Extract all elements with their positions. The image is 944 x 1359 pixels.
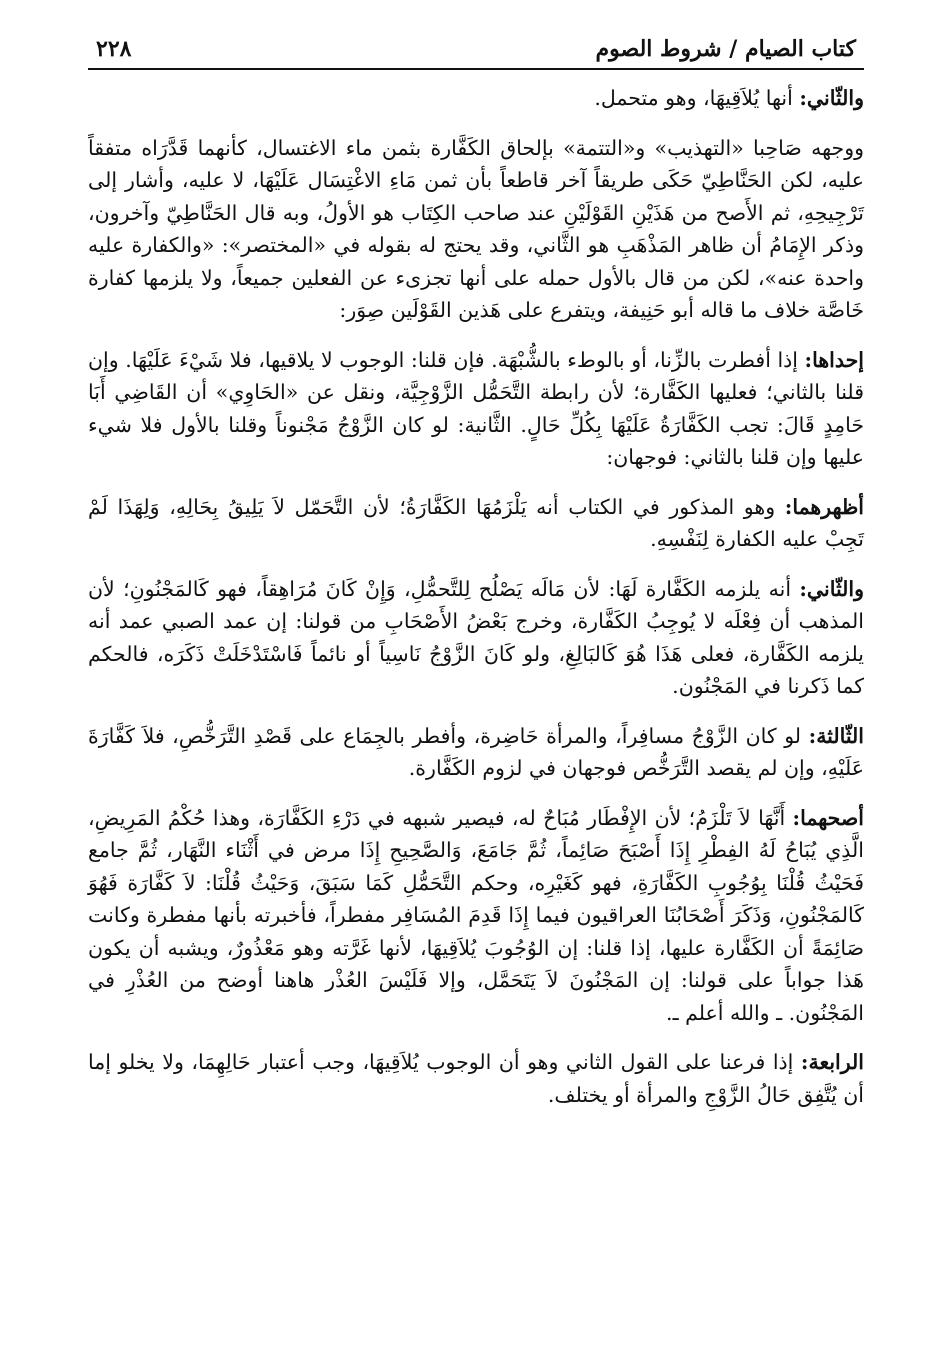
- paragraph-3: [88, 344, 864, 474]
- paragraph-2: [88, 132, 864, 327]
- page-header: [88, 36, 864, 70]
- paragraph-8: [88, 1046, 864, 1111]
- paragraph-4: [88, 491, 864, 556]
- paragraph-5: [88, 573, 864, 703]
- paragraph-lead: والثّاني:: [799, 86, 864, 110]
- paragraph-lead: أظهرهما:: [784, 494, 864, 519]
- page-number: ٢٢٨: [96, 36, 132, 62]
- paragraph-text: ووجهه صَاحِبا «التهذيب» و«التتمة» بإلحاق الكَفَّارة بثمن ماء الاغتسال، كأنهما قَدَّرَاه متفقاً عليه، لكن الحَنَّاطِيّ حَكَى طريقاً آخر قاطعاً بأن ثمن مَاءِ الاغْتِسَال عَلَيْهَا، لا عليه، وأشار إلى تَرْجِيحِهِ، ثم الأَصح من هَذَيْنِ القَوْلَيْنِ عند صاحب الكِتَاب هو الأولُ، وبه قال الحَنَّاطِيّ وآخرون، وذكر الإِمَامُ أن ظاهر المَذْهَبِ هو الثَّاني، وقد يحتج له بقوله في «المختصر»: «والكفارة عليه واحدة عنه»، لكن من قال بالأول حمله على أنها تجزىء عن الفعلين جميعاً، ولا يلزمها كفارة خَاصَّة خلاف ما قاله أبو حَنِيفة، ويتفرع على هَذين القَوْلَين صِوَر:: [88, 135, 864, 322]
- paragraph-text: لو كان الزَّوْجُ مسافِراً، والمرأة حَاضِرة، وأفطر بالجِمَاع على قَصْدِ التَّرَخُّصِ، فلاَ كَفَّارَةَ عَلَيْهِ، وإن لم يقصد التَّرَخُّص فوجهان في لزوم الكَفَّارة.: [88, 723, 864, 780]
- paragraph-6: [88, 720, 864, 785]
- paragraph-lead: الرابعة:: [800, 1050, 864, 1074]
- paragraph-text: وهو المذكور في الكتاب أنه يَلْزَمُهَا الكَفَّارَةُ؛ لأن التَّحَمّل لاَ يَلِيقُ بِحَالِهِ، وَلِهَذَا لَمْ تَجِبْ عليه الكفارة لِنَفْسِهِ.: [88, 494, 864, 551]
- paragraph-lead: الثّالثة:: [808, 723, 864, 748]
- paragraph-text: أَنَّهَا لاَ تَلْزَمُ؛ لأن الإِفْطَار مُبَاحٌ له، فيصير شبهه في دَرْءِ الكَفَّارَة، وهذا حُكْمُ المَرِيضِ، الَّذِي يُبَاحُ لَهُ الفِطْرِ إِذَا أَصْبَحَ صَائِماً، ثُمَّ جَامَعَ، وَالصَّحِيحِ إِذَا مرض في أَثْنَاء النَّهَار، ثُمَّ جامع فَحَيْثُ قُلْنَا بِوُجُوبِ الكَفَّارَةِ، فهو كَغَيْرِه، وحكم التَّحَمُّلِ كَمَا سَبَقَ، وَحَيْثُ قُلْنَا: لاَ كَفَّارَة فَهُوَ كَالمَجْنُونِ، وَذَكَرَ أَصْحَابُنَا العراقيون فيما إِذَا قَدِمَ المُسَافِر مفطراً، فأخبرته بأنها مفطرة وكانت صَائِمَةً أن الكَفَّارة عليها، إذا قلنا: إن الوُجُوبَ يُلاَقِيهَا، لأنها غَرَّته وهو مَعْذُورٌ، ويشبه أن يكون هَذا جواباً على قولنا: إن المَجْنُونَ لاَ يَتَحَمَّل، وإلا فَلَيْسَ العُذْر هاهنا أوضح من العُذْرِ في المَجْنُون. ـ والله أعلم ـ.: [88, 805, 864, 1025]
- paragraph-text: أنه يلزمه الكَفَّارة لَهَا: لأن مَالَه يَصْلُح لِلتَّحمُّلِ، وَإِنْ كَانَ مُرَاهِقاً، فهو كَالمَجْنُونِ؛ لأن المذهب أن فِعْلَه لا يُوجِبُ الكَفَّارة، وخرج بَعْضُ الأَصْحَابِ من قولنا: إن عمد الصبي عمد أنه يلزمه الكَفَّارة، فعلى هَذَا هُوَ كَالبَالِغِ، ولو كَانَ الزَّوْجُ نَاسِياً أو نائماً فَاسْتَدْخَلَتْ ذَكَرَه، فالحكم كما ذَكرنا في المَجْنُون.: [88, 576, 864, 698]
- paragraph-lead: إحداها:: [804, 347, 864, 372]
- paragraph-lead: والثّاني:: [799, 576, 864, 601]
- page-body: [88, 70, 864, 1111]
- paragraph-1: [88, 82, 864, 115]
- paragraph-text: إذا فرعنا على القول الثاني وهو أن الوجوب يُلاَقِيهَا، وجب أعتبار حَالِهِمَا، ولا يخلو إما أن يُتَّفِق حَالُ الزَّوْجِ والمرأة أو يختلف.: [88, 1050, 864, 1107]
- paragraph-7: [88, 802, 864, 1030]
- paragraph-text: إذا أفطرت بالزِّنا، أو بالوطء بالشُّبْهَة. فإن قلنا: الوجوب لا يلاقيها، فلا شَيْءَ عَلَيْهَا. وإن قلنا بالثاني؛ فعليها الكَفَّارة؛ لأن رابطة التَّحَمُّل الزَّوْجِيَّة، ونقل عن «الحَاوِي» أن القَاضِي أَبَا حَامِدٍ قَالَ: تجب الكَفَّارَةُ عَلَيْهَا بِكُلِّ حَالٍ. الثَّانية: لو كان الزَّوْجُ مَجْنوناً وقلنا بالأول فلا شيء عليها وإن قلنا بالثاني: فوجهان:: [88, 347, 864, 469]
- paragraph-lead: أصحهما:: [792, 805, 864, 830]
- running-title: كتاب الصيام / شروط الصوم: [595, 36, 856, 62]
- paragraph-text: أنها يُلاَقِيهَا، وهو متحمل.: [594, 86, 800, 110]
